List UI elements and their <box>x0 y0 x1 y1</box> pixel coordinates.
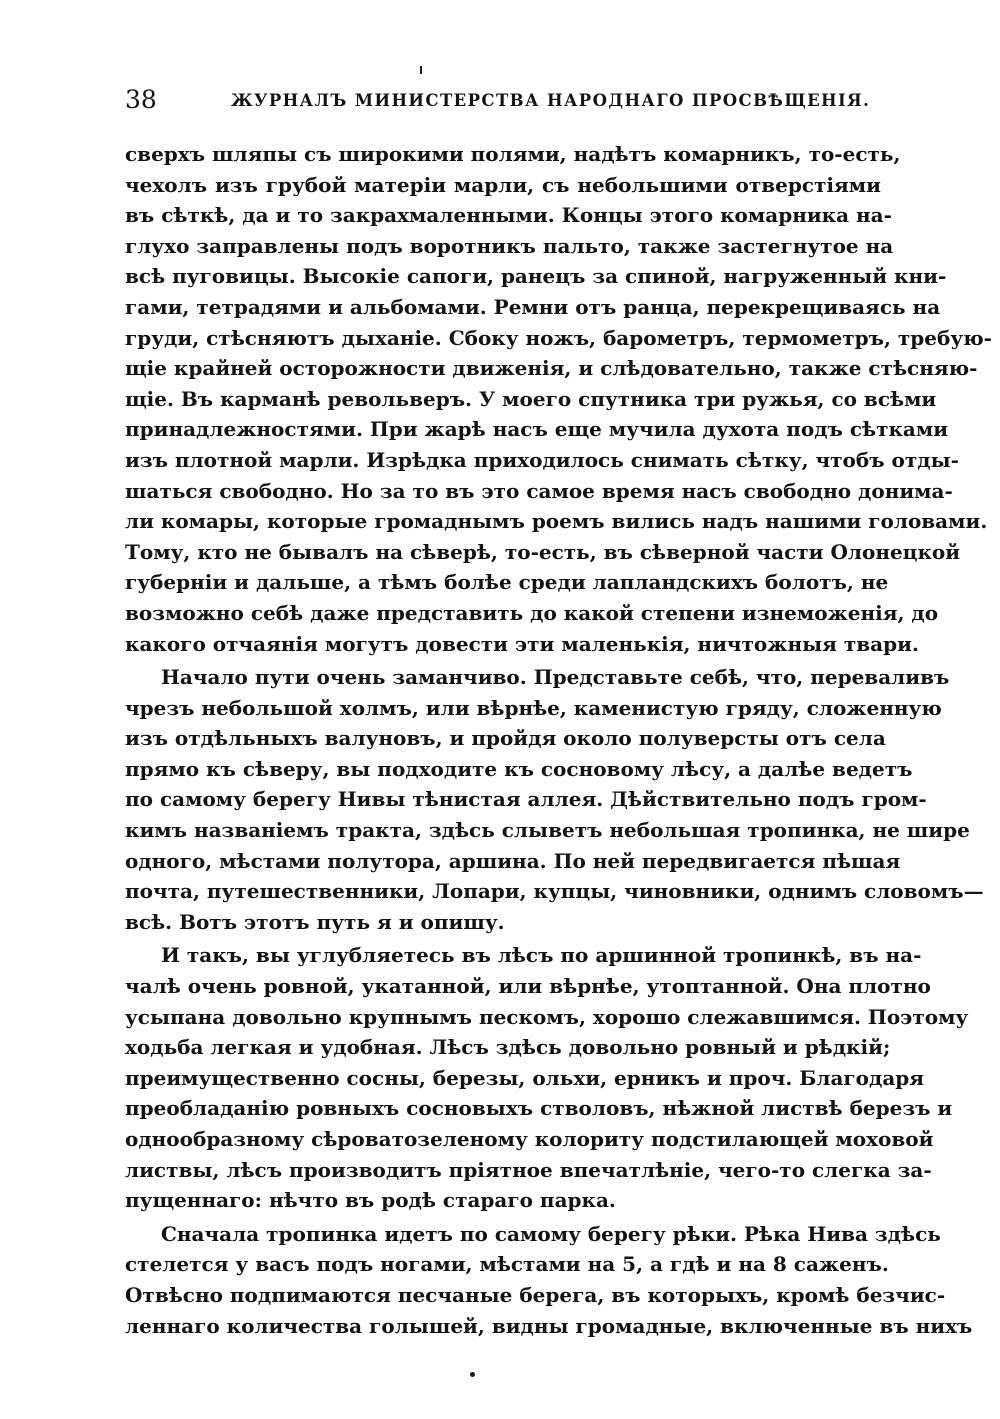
text-line: гами, тетрадями и альбомами. Ремни отъ ранца, перекрещиваясь на <box>125 294 941 319</box>
page-number: 38 <box>125 85 157 114</box>
text-line: преимущественно сосны, березы, ольхи, ерникъ и проч. Благодаря <box>125 1065 925 1090</box>
text-line: изъ отдѣльныхъ валуновъ, и пройдя около полуверсты отъ села <box>125 726 886 751</box>
text-line: И такъ, вы углубляетесь въ лѣсъ по аршинной тропинкѣ, въ на- <box>161 943 922 968</box>
text-line: кимъ названіемъ тракта, здѣсь слыветъ небольшая тропинка, не шире <box>125 818 970 843</box>
paragraph-1 <box>125 139 992 659</box>
text-line: принадлежностями. При жарѣ насъ еще мучила духота подъ сѣтками <box>125 417 949 442</box>
text-line: въ сѣткѣ, да и то закрахмаленными. Концы этого комарника на- <box>125 203 892 228</box>
text-line: щіе. Въ карманѣ револьверъ. У моего спутника три ружья, со всѣми <box>125 386 937 411</box>
text-line: щіе крайней осторожности движенія, и слѣдовательно, также стѣсняю- <box>125 356 978 381</box>
text-line: Тому, кто не бывалъ на сѣверѣ, то-есть, въ сѣверной части Олонецкой <box>125 539 961 564</box>
text-line: по самому берегу Нивы тѣнистая аллея. Дѣйствительно подъ гром- <box>125 787 927 812</box>
text-line: стелется у васъ подъ ногами, мѣстами на 5, а гдѣ и на 8 саженъ. <box>125 1252 889 1277</box>
running-title: ЖУРНАЛЪ МИНИСТЕРСТВА НАРОДНАГО ПРОСВѢЩЕНІЯ. <box>231 91 871 110</box>
text-line: всѣ пуговицы. Высокіе сапоги, ранецъ за спиной, нагруженный кни- <box>125 264 947 289</box>
text-line: листвы, лѣсъ производитъ пріятное впечатлѣніе, чего-то слегка за- <box>125 1157 932 1182</box>
text-line: груди, стѣсняютъ дыханіе. Сбоку ножъ, барометръ, термометръ, требую- <box>125 325 992 350</box>
text-line: усыпана довольно крупнымъ пескомъ, хорошо слежавшимся. Поэтому <box>125 1004 969 1029</box>
text-line: ли комары, которые громаднымъ роемъ вились надъ нашими головами. <box>125 509 988 534</box>
text-line: почта, путешественники, Лопари, купцы, чиновники, однимъ словомъ— <box>125 879 984 904</box>
page-header <box>125 84 883 118</box>
text-line: губерніи и дальше, а тѣмъ болѣе среди лапландскихъ болотъ, не <box>125 570 889 595</box>
text-line: прямо къ сѣверу, вы подходите къ сосновому лѣсу, а далѣе ведетъ <box>125 756 913 781</box>
text-line: чалѣ очень ровной, укатанной, или вѣрнѣе, утоптанной. Она плотно <box>125 974 931 999</box>
text-line: ходьба легкая и удобная. Лѣсъ здѣсь довольно ровный и рѣдкій; <box>125 1035 891 1060</box>
print-dot-mark <box>470 1372 475 1377</box>
text-line: одного, мѣстами полутора, аршина. По ней передвигается пѣшая <box>125 848 901 873</box>
text-line: глухо заправлены подъ воротникъ пальто, также застегнутое на <box>125 233 894 258</box>
paragraph-3 <box>125 940 969 1215</box>
paragraph-2 <box>125 662 984 937</box>
text-line: изъ плотной марли. Изрѣдка приходилось снимать сѣтку, чтобъ отды- <box>125 447 959 472</box>
text-line: сверхъ шляпы съ широкими полями, надѣтъ комарникъ, то-есть, <box>125 142 901 166</box>
print-tick-mark <box>420 66 422 74</box>
text-line: возможно себѣ даже представить до какой степени изнеможенія, до <box>125 600 939 625</box>
text-line: чехолъ изъ грубой матеріи марли, съ небольшими отверстіями <box>125 172 881 197</box>
text-line: всѣ. Вотъ этотъ путь я и опишу. <box>125 909 505 934</box>
text-line: пущеннаго: нѣчто въ родѣ стараго парка. <box>125 1188 616 1213</box>
body-text <box>125 139 992 1341</box>
text-line: какого отчаянія могутъ довести эти маленькія, ничтожныя твари. <box>125 631 919 656</box>
text-line: Отвѣсно подпимаются песчаные берега, въ которыхъ, кромѣ безчис- <box>125 1282 946 1307</box>
text-line: леннаго количества голышей, видны громадные, включенные въ нихъ <box>125 1313 973 1338</box>
text-line: Начало пути очень заманчиво. Представьте себѣ, что, переваливъ <box>161 665 950 690</box>
text-line: чрезъ небольшой холмъ, или вѣрнѣе, каменистую гряду, сложенную <box>125 695 942 720</box>
text-line: однообразному сѣроватозеленому колориту подстилающей моховой <box>125 1127 934 1151</box>
paragraph-4 <box>125 1219 973 1341</box>
text-line: шаться свободно. Но за то въ это самое время насъ свободно донима- <box>125 478 953 503</box>
text-line: преобладанію ровныхъ сосновыхъ стволовъ, нѣжной листвѣ березъ и <box>125 1096 953 1121</box>
text-line: Сначала тропинка идетъ по самому берегу рѣки. Рѣка Нива здѣсь <box>161 1221 941 1246</box>
